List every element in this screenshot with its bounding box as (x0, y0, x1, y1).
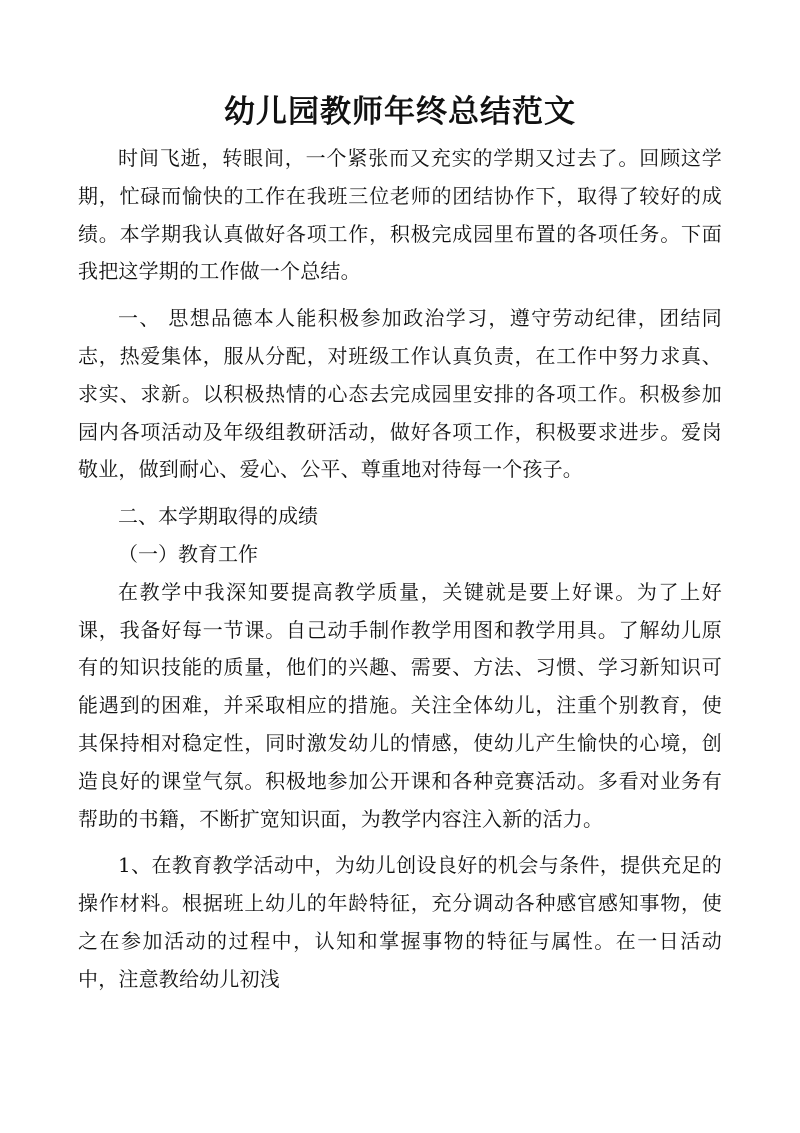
achievements-heading: 二、本学期取得的成绩 (118, 504, 318, 529)
document-page (78, 92, 722, 999)
teaching-paragraph: 在教学中我深知要提高教学质量，关键就是要上好课。为了上好课，我备好每一节课。自己动手制作教学用图和教学用具。了解幼儿原有的知识技能的质量，他们的兴趣、需要、方法、习惯、学习新知识可能遇到的困难，并采取相应的措施。关注全体幼儿，注重个别教育，使其保持相对稳定性，同时激发幼儿的情感，使幼儿产生愉快的心境，创造良好的课堂气氛。积极地参加公开课和各种竞赛活动。多看对业务有帮助的书籍，不断扩宽知识面，为教学内容注入新的活力。 (78, 579, 722, 831)
intro-paragraph: 时间飞逝，转眼间，一个紧张而又充实的学期又过去了。回顾这学期，忙碌而愉快的工作在我班三位老师的团结协作下，取得了较好的成绩。本学期我认真做好各项工作，积极完成园里布置的各项任务。下面我把这学期的工作做一个总结。 (78, 146, 722, 284)
moral-character-paragraph: 一、 思想品德本人能积极参加政治学习，遵守劳动纪律，团结同志，热爱集体，服从分配，对班级工作认真负责，在工作中努力求真、求实、求新。以积极热情的心态去完成园里安排的各项工作。积极参加园内各项活动及年级组教研活动，做好各项工作，积极要求进步。爱岗敬业，做到耐心、爱心、公平、尊重地对待每一个孩子。 (78, 306, 722, 482)
activity-paragraph: 1、在教育教学活动中，为幼儿创设良好的机会与条件，提供充足的操作材料。根据班上幼儿的年龄特征，充分调动各种感官感知事物，使之在参加活动的过程中，认知和掌握事物的特征与属性。在一日活动中，注意教给幼儿初浅 (78, 853, 722, 991)
education-work-heading: （一）教育工作 (118, 541, 258, 566)
document-title: 幼儿园教师年终总结范文 (224, 94, 576, 130)
